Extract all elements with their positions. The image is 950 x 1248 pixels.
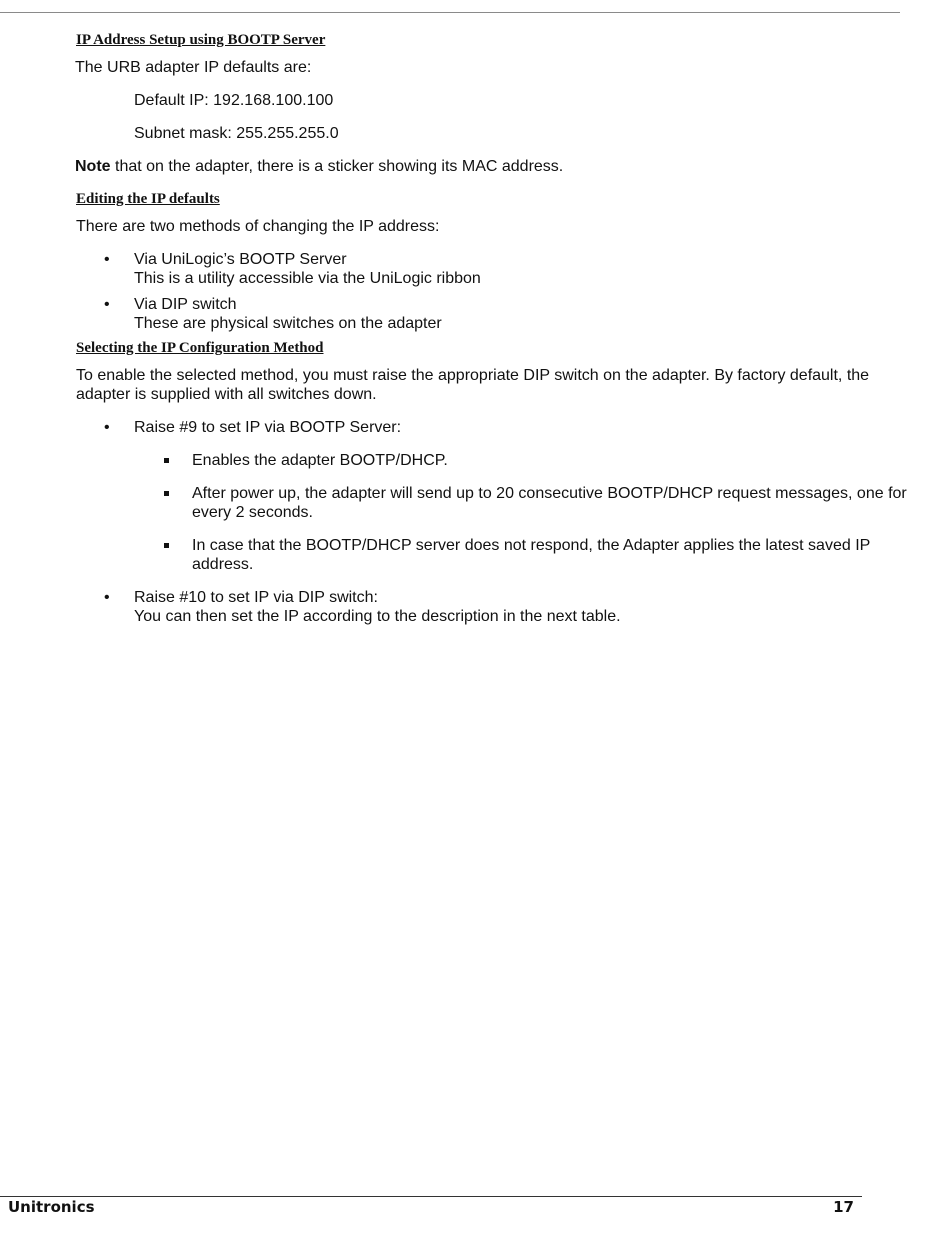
subnet-mask: Subnet mask: 255.255.255.0 xyxy=(134,125,339,142)
methods-intro: There are two methods of changing the IP address: xyxy=(76,218,440,235)
document-body xyxy=(76,30,926,626)
defaults-intro: The URB adapter IP defaults are: xyxy=(75,59,312,76)
dip-9-title: Raise #9 to set IP via BOOTP Server: xyxy=(134,419,402,436)
list-item xyxy=(76,295,926,333)
sub-item-text: In case that the BOOTP/DHCP server does not respond, the Adapter applies the latest saved IP address. xyxy=(192,537,871,573)
dip-list-2 xyxy=(76,588,926,626)
methods-list xyxy=(76,250,926,333)
sub-item-text: After power up, the adapter will send up to 20 consecutive BOOTP/DHCP request messages, one for every 2 seconds. xyxy=(192,485,907,521)
dip-10-title: Raise #10 to set IP via DIP switch: xyxy=(134,589,378,606)
default-ip: Default IP: 192.168.100.100 xyxy=(134,92,334,109)
list-item xyxy=(76,418,926,437)
dip-list xyxy=(76,418,926,437)
bullet-icon: • xyxy=(104,296,110,313)
note-text: that on the adapter, there is a sticker showing its MAC address. xyxy=(110,158,564,175)
method-title: Via DIP switch xyxy=(134,296,237,313)
square-bullet-icon xyxy=(164,491,169,496)
top-divider xyxy=(0,12,900,13)
list-item xyxy=(76,250,926,288)
mac-note xyxy=(75,157,926,176)
sub-item-text: Enables the adapter BOOTP/DHCP. xyxy=(192,452,448,469)
bootp-sublist xyxy=(76,451,926,574)
company-name: Unitronics xyxy=(8,1198,95,1216)
square-bullet-icon xyxy=(164,543,169,548)
dip-10-desc: You can then set the IP according to the description in the next table. xyxy=(134,608,621,625)
section-heading-selecting: Selecting the IP Configuration Method xyxy=(76,340,324,356)
method-desc: These are physical switches on the adapter xyxy=(134,315,442,332)
page-number: 17 xyxy=(833,1198,854,1216)
list-item xyxy=(76,536,926,574)
page-footer xyxy=(8,1198,854,1216)
list-item xyxy=(76,451,926,470)
note-label: Note xyxy=(75,158,111,175)
bullet-icon: • xyxy=(104,251,110,268)
footer-divider xyxy=(0,1196,862,1197)
section-heading-editing: Editing the IP defaults xyxy=(76,191,220,207)
selecting-intro: To enable the selected method, you must raise the appropriate DIP switch on the adapter. By factory default, the adapter is supplied with all switches down. xyxy=(76,367,870,403)
section-heading-bootp: IP Address Setup using BOOTP Server xyxy=(76,32,326,48)
bullet-icon: • xyxy=(104,589,110,606)
method-title: Via UniLogic’s BOOTP Server xyxy=(134,251,347,268)
bullet-icon: • xyxy=(104,419,110,436)
list-item xyxy=(76,588,926,626)
method-desc: This is a utility accessible via the UniLogic ribbon xyxy=(134,270,481,287)
list-item xyxy=(76,484,926,522)
square-bullet-icon xyxy=(164,458,169,463)
